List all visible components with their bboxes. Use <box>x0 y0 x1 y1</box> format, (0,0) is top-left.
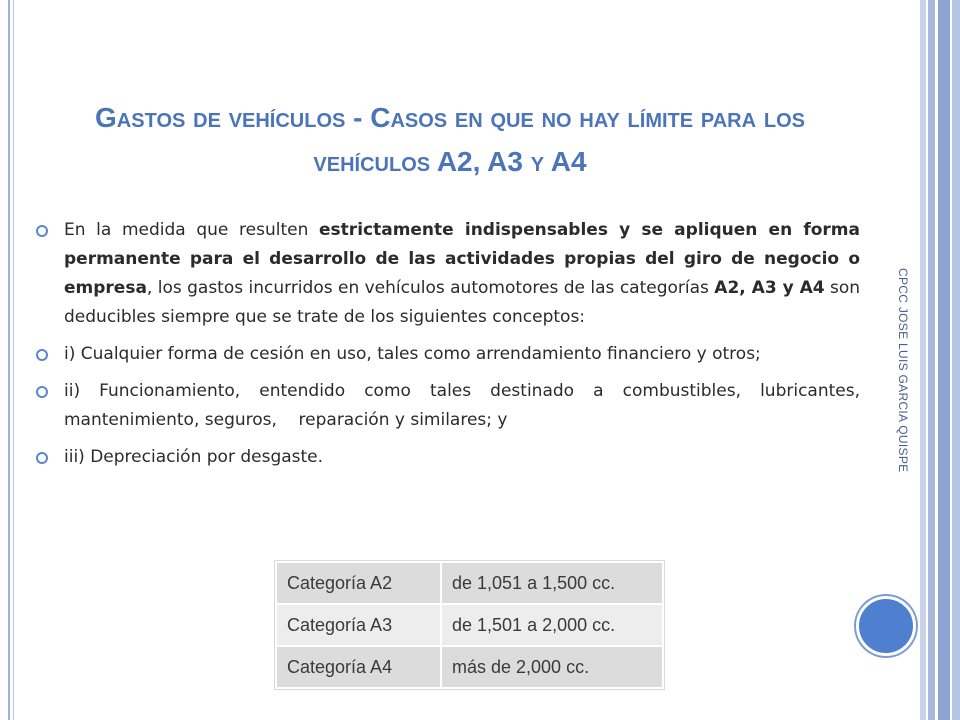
category-table <box>275 561 664 689</box>
table-cell-category: Categoría A3 <box>276 604 441 646</box>
left-border-line <box>8 0 10 720</box>
title-line-1: Gastos de vehículos - Casos en que no hay límite para los <box>95 102 805 133</box>
table-cell-category: Categoría A4 <box>276 646 441 688</box>
table-cell-range: más de 2,000 cc. <box>441 646 663 688</box>
right-stripe <box>928 0 935 720</box>
table-row <box>276 604 663 646</box>
bullet-item <box>34 377 866 435</box>
bullet-item <box>34 340 860 369</box>
bullet-circle-icon <box>36 452 48 464</box>
table-row <box>276 646 663 688</box>
text-run: son deducibles siempre que se trate de los siguientes conceptos: <box>64 278 860 327</box>
bullet-text: ii) Funcionamiento, entendido como tales destinado a combustibles, lubricantes, mantenimiento, seguros, reparación y similares; y <box>64 381 866 430</box>
table-cell-range: de 1,501 a 2,000 cc. <box>441 604 663 646</box>
slide-title <box>30 96 870 184</box>
left-border-line-inner <box>13 0 14 720</box>
table-cell-range: de 1,051 a 1,500 cc. <box>441 562 663 604</box>
bullet-circle-icon <box>36 225 48 237</box>
text-run-bold: estrictamente indispensables y se apliquen en forma permanente para el desarrollo de las actividades propias del giro de negocio o empresa <box>64 220 860 298</box>
bullet-list <box>34 216 866 480</box>
bullet-text <box>64 220 860 327</box>
text-run-bold: A2, A3 y A4 <box>714 278 825 298</box>
bullet-text: iii) Depreciación por desgaste. <box>64 447 324 467</box>
bullet-item <box>34 216 860 332</box>
table-row <box>276 562 663 604</box>
bullet-circle-icon <box>36 349 48 361</box>
right-stripe <box>952 0 960 720</box>
side-caption: CPCC JOSE LUIS GARCIA QUISPE <box>896 267 910 473</box>
text-run: En la medida que resulten <box>64 220 320 240</box>
right-stripe <box>920 0 926 720</box>
text-run: , los gastos incurridos en vehículos automotores de las categorías <box>146 278 715 298</box>
title-line-2: vehículos A2, A3 y A4 <box>313 146 587 177</box>
right-stripe <box>938 0 950 720</box>
bullet-text: i) Cualquier forma de cesión en uso, tales como arrendamiento financiero y otros; <box>64 344 761 364</box>
bullet-circle-icon <box>36 386 48 398</box>
decorative-circle <box>856 596 916 656</box>
bullet-item <box>34 443 860 472</box>
table-cell-category: Categoría A2 <box>276 562 441 604</box>
